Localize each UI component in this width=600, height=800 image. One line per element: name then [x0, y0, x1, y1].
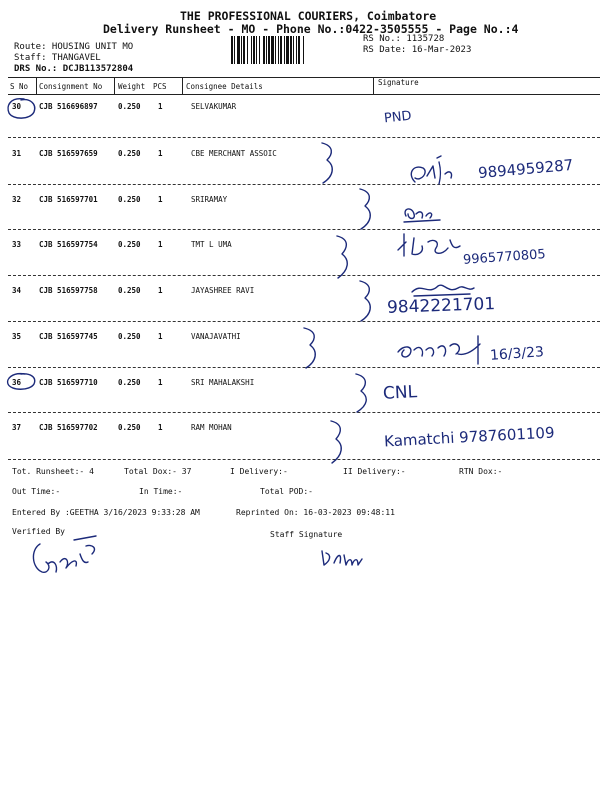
- row-sno: 30: [12, 102, 22, 111]
- col-header-sno: S No: [10, 82, 29, 91]
- row-weight: 0.250: [118, 195, 141, 204]
- table-row: [0, 100, 600, 140]
- runsheet-title: Delivery Runsheet - MO - Phone No.:0422-3505555 - Page No.:4: [103, 22, 519, 36]
- row-consignment: CJB 516597702: [39, 423, 98, 432]
- brace-mark: [356, 278, 378, 324]
- handwritten-date-row35: 16/3/23: [489, 344, 545, 364]
- tot-runsheet: Tot. Runsheet:- 4: [12, 467, 94, 476]
- brace-mark: [300, 325, 324, 371]
- rs-date: RS Date: 16-Mar-2023: [363, 45, 472, 55]
- row-separator: [8, 184, 600, 185]
- barcode-image: [230, 36, 356, 64]
- row-pcs: 1: [158, 149, 163, 158]
- row-consignee: SRI MAHALAKSHI: [191, 378, 255, 387]
- handwritten-signature-row31: [405, 152, 475, 192]
- circle-mark-row36: [4, 371, 38, 393]
- brace-mark: [352, 371, 374, 415]
- row-separator: [8, 137, 600, 138]
- col-header-pcs: PCS: [153, 82, 167, 91]
- row-sno: 36: [12, 378, 22, 387]
- staff-signature: [318, 545, 374, 571]
- handwritten-phone-row34: 9842221701: [386, 294, 496, 318]
- row-consignee: SRIRAMAY: [191, 195, 228, 204]
- rs-number: RS No.: 1135728: [363, 34, 445, 44]
- table-top-rule: [8, 77, 600, 78]
- row-pcs: 1: [158, 102, 163, 111]
- row-consignee: SELVAKUMAR: [191, 102, 237, 111]
- circle-mark-row30: [4, 96, 38, 122]
- row-pcs: 1: [158, 423, 163, 432]
- row-weight: 0.250: [118, 378, 141, 387]
- row-sno: 34: [12, 286, 22, 295]
- verified-by-signature: [26, 532, 106, 580]
- col-divider: [373, 77, 374, 94]
- row-separator: [8, 275, 600, 276]
- table-row: [0, 193, 600, 233]
- row-consignee: TMT L UMA: [191, 240, 232, 249]
- drs-number: DRS No.: DCJB113572804: [14, 64, 134, 74]
- col-header-consignee: Consignee Details: [186, 82, 263, 91]
- brace-mark: [356, 186, 378, 232]
- staff-signature-label: Staff Signature: [270, 530, 343, 539]
- row-weight: 0.250: [118, 332, 141, 341]
- ii-delivery: II Delivery:-: [343, 467, 406, 476]
- row-sno: 32: [12, 195, 22, 204]
- row-separator: [8, 412, 600, 413]
- row-consignment: CJB 516597701: [39, 195, 98, 204]
- row-weight: 0.250: [118, 423, 141, 432]
- brace-mark: [318, 140, 340, 186]
- handwritten-pnd: PND: [383, 108, 413, 127]
- row-consignee: VANAJAVATHI: [191, 332, 241, 341]
- brace-mark: [327, 418, 349, 466]
- row-weight: 0.250: [118, 149, 141, 158]
- row-separator: [8, 459, 600, 460]
- handwritten-signature-row33: [394, 228, 466, 260]
- table-row: [0, 376, 600, 416]
- col-divider: [36, 77, 37, 94]
- total-dox: Total Dox:- 37: [124, 467, 192, 476]
- entered-by: Entered By :GEETHA 3/16/2023 9:33:28 AM: [12, 508, 200, 517]
- row-separator: [8, 321, 600, 322]
- row-consignment: CJB 516597758: [39, 286, 98, 295]
- row-pcs: 1: [158, 332, 163, 341]
- handwritten-phone-row31: 9894959287: [477, 155, 575, 183]
- in-time: In Time:-: [139, 487, 183, 496]
- total-pod: Total POD:-: [260, 487, 313, 496]
- col-header-signature: Signature: [378, 78, 419, 87]
- row-pcs: 1: [158, 195, 163, 204]
- row-consignment: CJB 516696897: [39, 102, 98, 111]
- handwritten-signature-row35: [394, 332, 486, 368]
- row-weight: 0.250: [118, 240, 141, 249]
- staff-label: Staff: THANGAVEL: [14, 53, 101, 63]
- row-consignment: CJB 516597710: [39, 378, 98, 387]
- i-delivery: I Delivery:-: [230, 467, 288, 476]
- row-consignee: JAYASHREE RAVI: [191, 286, 255, 295]
- handwritten-signature-row32: [400, 200, 448, 226]
- row-consignee: CBE MERCHANT ASSOIC: [191, 149, 277, 158]
- col-header-consignment: Consignment No: [39, 82, 103, 91]
- out-time: Out Time:-: [12, 487, 61, 496]
- col-divider: [114, 77, 115, 94]
- table-row: [0, 284, 600, 324]
- row-pcs: 1: [158, 286, 163, 295]
- row-consignee: RAM MOHAN: [191, 423, 232, 432]
- row-weight: 0.250: [118, 102, 141, 111]
- table-header-rule: [8, 94, 600, 95]
- row-sno: 35: [12, 332, 22, 341]
- row-sno: 33: [12, 240, 22, 249]
- rtn-dox: RTN Dox:-: [459, 467, 503, 476]
- col-divider: [182, 77, 183, 94]
- company-name: THE PROFESSIONAL COURIERS, Coimbatore: [180, 9, 437, 23]
- verified-by-label: Verified By: [12, 527, 65, 536]
- row-separator: [8, 229, 600, 230]
- route-label: Route: HOUSING UNIT MO: [14, 42, 134, 52]
- col-header-weight: Weight: [118, 82, 146, 91]
- handwritten-phone-row33: 9965770805: [462, 247, 547, 268]
- row-pcs: 1: [158, 240, 163, 249]
- brace-mark: [333, 233, 355, 281]
- row-pcs: 1: [158, 378, 163, 387]
- row-consignment: CJB 516597745: [39, 332, 98, 341]
- row-consignment: CJB 516597659: [39, 149, 98, 158]
- row-consignment: CJB 516597754: [39, 240, 98, 249]
- row-sno: 31: [12, 149, 22, 158]
- reprinted-on: Reprinted On: 16-03-2023 09:48:11: [236, 508, 395, 517]
- handwritten-cnl: CNL: [382, 382, 418, 404]
- row-weight: 0.250: [118, 286, 141, 295]
- row-sno: 37: [12, 423, 22, 432]
- handwritten-name-phone-row37: Kamatchi 9787601109: [383, 423, 555, 451]
